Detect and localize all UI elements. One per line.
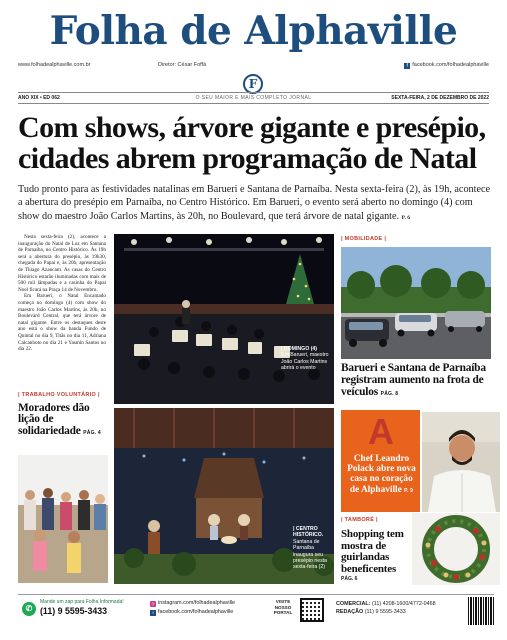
instagram-link[interactable] [150, 600, 235, 607]
story-title-voluntario[interactable] [18, 403, 110, 439]
chef-photo[interactable] [422, 412, 500, 512]
traffic-photo[interactable] [341, 247, 491, 359]
chef-story-page: P. 9 [404, 487, 414, 494]
commercial-contact [336, 601, 436, 607]
main-lead-text: Tudo pronto para as festividades natalinas em Barueri e Santana de Parnaíba. Nesta sexta-feira (2), às 19h, acontece a abertura do presépio em Parnaíba, no Centro Histórico. Em Barueri, o evento será aberto no domingo (4) com show do maestro João Carlos Martins, às 20h, no Boulevard, que terá árvore de natal gigante. [18, 184, 491, 222]
main-body-paragraph: Nesta sexta-feira (2), acontece a inauguração do Natal de Luz em Santana de Parnaíba, no Centro Histórico. Às 19h será a abertura do presépio, às 19h30, chegada do Papai e, às 20h, apresentação de Thiago Azancam. As casas do Centro Histórico estarão iluminadas com mais de 500 mil lâmpadas e a casinha do Papai Noel ficará na Praça 14 de Novembro. [18, 234, 106, 293]
main-body [18, 234, 106, 353]
commercial-phones: (11) 4208-1600/4772-0468 [371, 601, 436, 607]
volunteer-photo[interactable] [18, 455, 108, 583]
edition-bar [18, 92, 489, 104]
masthead-info-line [18, 60, 489, 72]
facebook-link[interactable] [404, 62, 489, 69]
concert-image [114, 234, 334, 404]
story-title-voluntario-text: Moradores dão lição de solidariedade [18, 402, 90, 437]
concert-caption-title: | DOMINGO (4) [281, 346, 318, 352]
visit-portal-label: VISITE NOSSO PORTAL [273, 599, 293, 616]
barcode-icon [468, 597, 494, 625]
facebook-icon: f [150, 610, 156, 616]
editorial-phone: (11) 9 5595-3433 [364, 609, 406, 615]
concert-photo[interactable] [114, 234, 334, 404]
footer-facebook-link-text: facebook.com/folhadealphaville [158, 609, 234, 615]
section-label-tambore: | TAMBORÉ | [341, 517, 378, 523]
footer-facebook-link[interactable] [150, 609, 233, 616]
site-link[interactable]: www.folhadealphaville.com.br [18, 62, 91, 68]
instagram-icon: ◎ [151, 601, 155, 606]
section-label-mobilidade: | MOBILIDADE | [341, 236, 387, 242]
editorial-contact [336, 609, 406, 615]
story-page-mobilidade: PÁG. 8 [380, 391, 399, 398]
section-label-voluntario: | TRABALHO VOLUNTÁRIO | [18, 392, 100, 398]
chef-story-title [345, 454, 418, 496]
wreath-image [412, 513, 500, 585]
qr-code-icon[interactable] [300, 598, 324, 622]
whatsapp-label: Mande um zap para Folha Informada! [40, 599, 124, 605]
wreath-photo[interactable] [412, 513, 500, 585]
story-title-mobilidade[interactable] [341, 362, 499, 401]
main-lead-page: P. 6 [401, 214, 410, 221]
editorial-label: REDAÇÃO [336, 609, 364, 615]
edition-number: ANO XIX • ED 062 [18, 95, 60, 101]
whatsapp-number[interactable]: (11) 9 5595-3433 [40, 606, 108, 616]
masthead-title: Folha de Alphaville [49, 8, 458, 54]
traffic-image [341, 247, 491, 359]
nativity-caption-title: | CENTRO HISTÓRICO. [293, 526, 324, 539]
main-lead [18, 183, 494, 225]
nativity-caption [293, 526, 331, 571]
nativity-caption-text: Santana de Parnaíba inaugura seu presépio nesta sexta-feira (2) [293, 538, 328, 571]
story-page-tambore: PÁG. 6 [341, 576, 358, 582]
story-title-tambore[interactable]: Shopping tem mostra de guirlandas beneficentes [341, 528, 404, 575]
facebook-link-text: facebook.com/folhadealphaville [412, 62, 489, 68]
main-headline[interactable]: Com shows, árvore gigante e presépio, cidades abrem programação de Natal [18, 111, 486, 175]
whatsapp-icon[interactable]: ✆ [22, 602, 36, 616]
slogan: O SEU MAIOR E MAIS COMPLETO JORNAL [195, 95, 312, 101]
chef-image [422, 412, 500, 512]
nativity-photo[interactable] [114, 408, 334, 584]
concert-caption-text: Em Barueri, maestro João Carlos Martins abrirá o evento [281, 352, 329, 372]
commercial-label: COMERCIAL: [336, 601, 371, 607]
masthead-logo-icon: F [243, 74, 263, 94]
volunteer-image [18, 455, 108, 583]
main-body-paragraph: Em Barueri, o Natal Encantado começa no domingo (4) com show do maestro João Carlos Martins, às 20h, no Boulevard Central, que terá árvore de natal gigante. Entre os destaques deste ano está o show da banda Fundo de Quintal no dia 9, Titãs no dia 11, Adriana Calcanhoto no dia 21 e Yasmin Santos no dia 22. [18, 293, 106, 353]
director-credit: Diretor: César Foffá [158, 62, 207, 68]
story-title-mobilidade-text: Barueri e Santana de Parnaíba registram aumento na frota de veículos [341, 362, 486, 399]
edition-date: SEXTA-FEIRA, 2 DE DEZEMBRO DE 2022 [391, 95, 489, 101]
footer [18, 594, 494, 628]
facebook-icon: f [404, 63, 410, 69]
instagram-link-text: instagram.com/folhadealphaville [158, 600, 236, 606]
story-page-voluntario: PÁG. 4 [83, 429, 101, 436]
chef-story-title-text: Chef Leandro Polack abre nova casa no coração de Alphaville [347, 454, 416, 495]
concert-caption [281, 346, 331, 372]
chef-feature-box[interactable] [341, 410, 420, 512]
chef-logo-letter: A [368, 411, 394, 452]
